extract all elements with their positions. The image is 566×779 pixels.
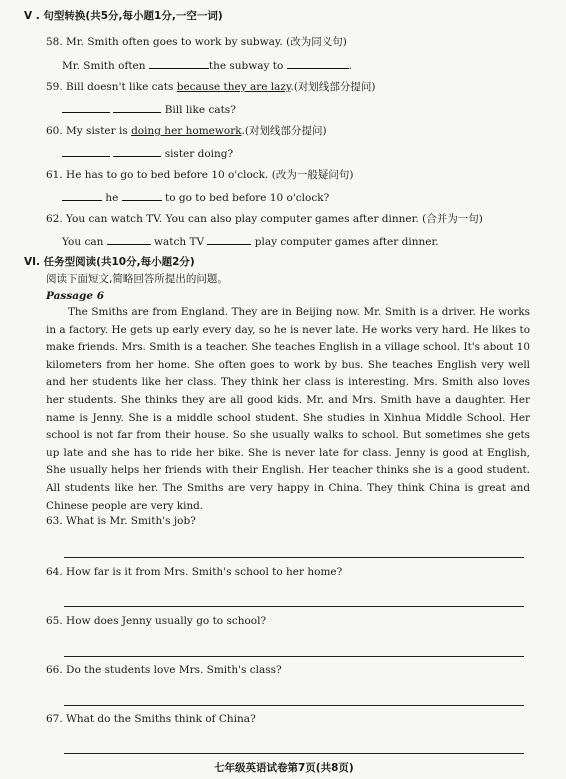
q59-answer-end: Bill like cats? [164,104,236,116]
page-footer: 七年级英语试卷第7页(共8页) [214,762,354,774]
q58-blank-1[interactable] [149,58,209,69]
passage-text: The Smiths are from England. They are in Beijing now. Mr. Smith is a driver. He works in a factory. He gets up early every day, so he is never late. He works very hard. He likes to make friends. Mrs. Smith is a teacher. She teaches English in a village school. It's about 10 kilometers from her home. She often goes to work by bus. She teaches English very well and her students like her class. They think her class is interesting. Mrs. Smith also loves her students. She thinks they are all good kids. Mr. and Mrs. Smith have a daughter. Her name is Jenny. She is a middle school student. She studies in Xinhua Middle School. Her school is not far from their house. So she usually walks to school. But sometimes she gets up late and she has to ride her bike. She is never late for class. Jenny is good at English, She usually helps her friends with their English. Her teacher thinks she is a good student. All students like her. The Smiths are very happy in China. They think China is great and Chinese people are very kind. [46,306,530,512]
q63-text: 63. What is Mr. Smith's job? [46,515,196,527]
passage-title: Passage 6 [46,290,105,302]
q62-answer-prefix: You can [62,236,104,248]
q61-blank-1[interactable] [62,190,102,201]
q61-blank-2[interactable] [122,190,162,201]
q59-stem-underlined: because they are lazy [176,81,291,93]
q61-stem: 61. He has to go to bed before 10 o'clock. (改为一般疑问句) [46,169,354,181]
q59-stem-pre: 59. Bill doesn't like cats [46,81,177,93]
q62-answer-end: play computer games after dinner. [254,236,439,248]
q64-text: 64. How far is it from Mrs. Smith's school to her home? [46,566,343,578]
q58-answer-prefix: Mr. Smith often [62,60,146,72]
q60-stem-post: .(对划线部分提问) [241,125,327,137]
q61-answer-line [62,190,329,205]
q63-answer-line[interactable] [64,557,524,558]
section6-heading: VI. 任务型阅读(共10分,每小题2分) [24,256,195,268]
q62-blank-1[interactable] [107,234,151,245]
q59-blank-2[interactable] [113,102,161,113]
q62-blank-2[interactable] [207,234,251,245]
q64-answer-line[interactable] [64,606,524,607]
q58-answer-end: . [348,60,353,72]
q60-stem-pre: 60. My sister is [46,125,132,137]
q58-answer-middle: the subway to [208,60,284,72]
q60-blank-2[interactable] [113,146,161,157]
q60-answer-end: sister doing? [164,148,234,160]
q59-stem-post: .(对划线部分提问) [290,81,376,93]
q62-answer-line [62,234,439,249]
q67-answer-line[interactable] [64,753,524,754]
q58-answer-line [62,58,352,73]
q59-blank-1[interactable] [62,102,110,113]
q65-answer-line[interactable] [64,656,524,657]
q58-stem: 58. Mr. Smith often goes to work by subway. (改为同义句) [46,36,347,48]
section5-heading: V . 句型转换(共5分,每小题1分,一空一词) [24,10,223,22]
q59-stem [46,80,376,94]
q60-answer-line [62,146,233,161]
q58-blank-2[interactable] [287,58,349,69]
q62-stem: 62. You can watch TV. You can also play computer games after dinner. (合并为一句) [46,213,483,225]
q61-answer-end: to go to bed before 10 o'clock? [165,192,330,204]
q65-text: 65. How does Jenny usually go to school? [46,615,267,627]
q62-answer-middle: watch TV [154,236,205,248]
section6-instruction: 阅读下面短文,简略回答所提出的问题。 [46,273,228,285]
q59-answer-line [62,102,236,117]
q61-answer-middle: he [105,192,119,204]
q60-stem-underlined: doing her homework [131,125,242,137]
q66-text: 66. Do the students love Mrs. Smith's class? [46,664,282,676]
q66-answer-line[interactable] [64,705,524,706]
q60-blank-1[interactable] [62,146,110,157]
q67-text: 67. What do the Smiths think of China? [46,713,256,725]
q60-stem [46,124,327,138]
